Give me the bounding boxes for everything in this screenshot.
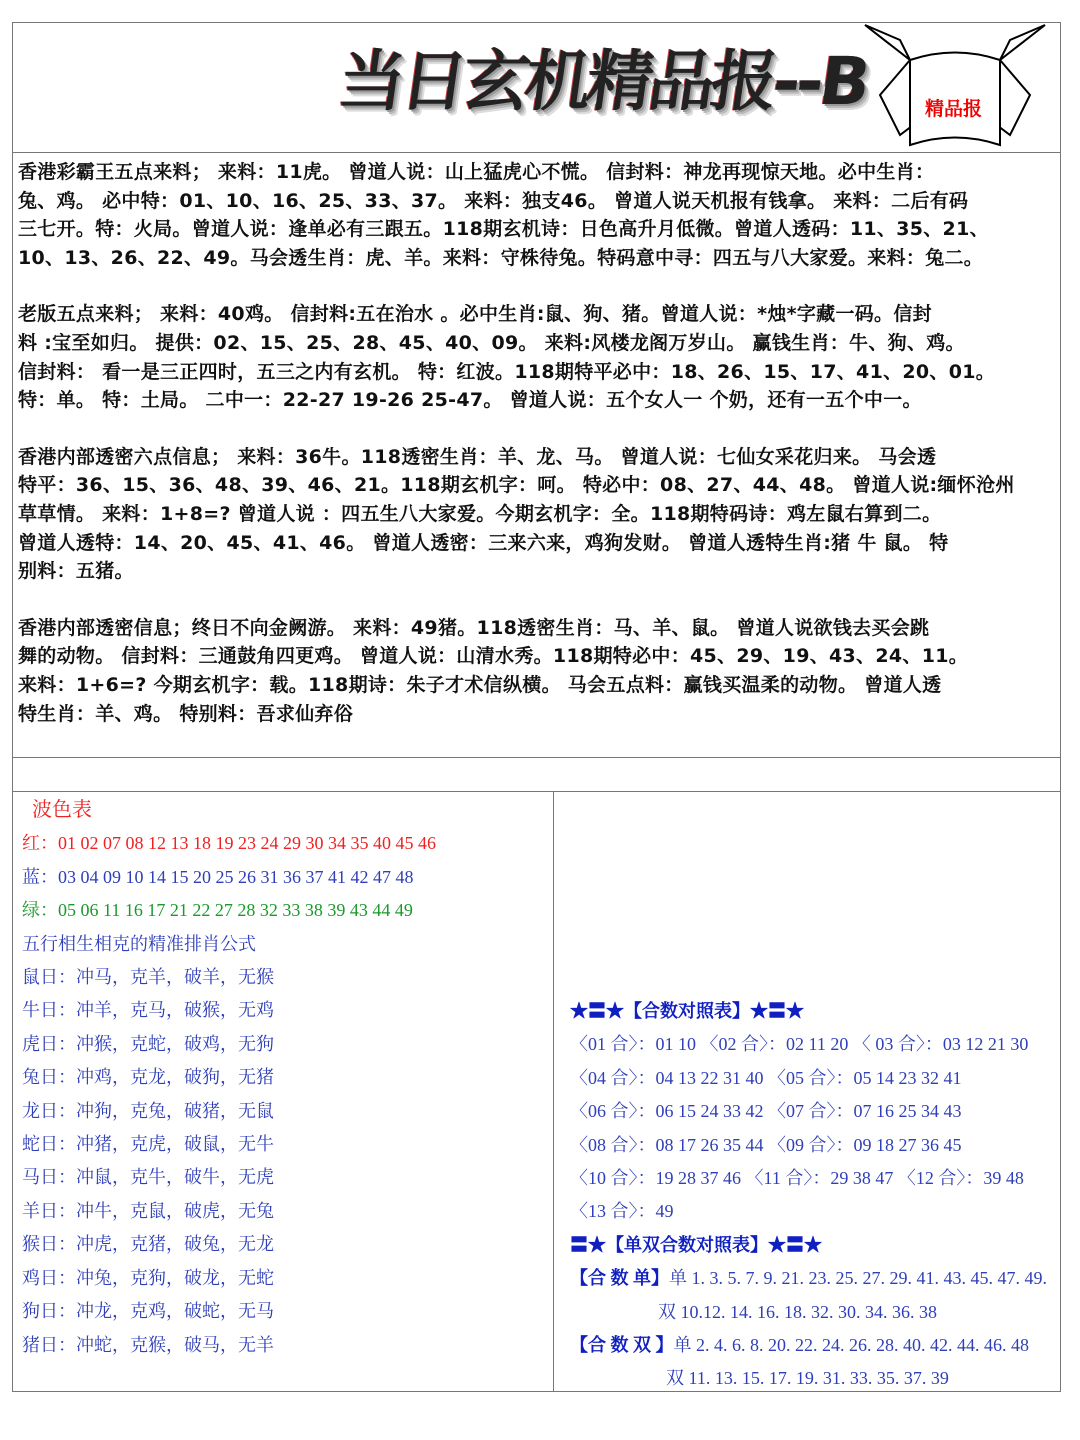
green-label: 绿： — [22, 900, 58, 921]
red-wave-row — [22, 827, 436, 860]
wuxing-row: 马日：冲鼠，克牛，破牛，无虎 — [22, 1167, 274, 1188]
heshu-row: 〈06 合〉：06 15 24 33 42 〈07 合〉：07 16 25 34 43 — [570, 1101, 962, 1122]
odd-sum-double: 双 10.12. 14. 16. 18. 32. 30. 34. 36. 38 — [658, 1301, 937, 1322]
blue-label: 蓝： — [22, 866, 58, 887]
column-divider — [553, 791, 554, 1392]
text-line: 特平：36、15、36、48、39、46、21。118期玄机字：呵。 特必中：08、27、44、48。 曾道人说:缅怀沧州 — [18, 474, 1015, 497]
text-line: 香港内部透密六点信息； 来料：36牛。118透密生肖：羊、龙、马。 曾道人说：七仙女采花归来。 马会透 — [18, 445, 937, 468]
wuxing-row: 猴日：冲虎，克猪，破兔，无龙 — [22, 1234, 274, 1255]
paragraph — [18, 443, 1058, 586]
text-line: 老版五点来料； 来料：40鸡。 信封料:五在治水 。必中生肖:鼠、狗、猪。曾道人说：*烛*字藏一码。信封 — [18, 303, 932, 326]
heshu-row: 〈13 合〉：49 — [570, 1201, 674, 1222]
wuxing-row: 羊日：冲牛，克鼠，破虎，无兔 — [22, 1200, 274, 1221]
wuxing-row: 兔日：冲鸡，克龙，破狗，无猪 — [22, 1067, 274, 1088]
text-line: 别料：五猪。 — [18, 560, 134, 583]
green-wave-row — [22, 894, 436, 927]
blue-numbers: 03 04 09 10 14 15 20 25 26 31 36 37 41 42 47 48 — [58, 866, 414, 887]
text-line: 料 :宝至如归。 提供：02、15、25、28、45、40、09。 来料:风楼龙阁万岁山。 赢钱生肖：牛、狗、鸡。 — [18, 331, 965, 354]
wuxing-row: 蛇日：冲猪，克虎，破鼠，无牛 — [22, 1134, 274, 1155]
text-line: 香港内部透密信息；终日不向金阙游。 来料：49猪。118透密生肖：马、羊、鼠。 曾道人说欲钱去买会跳 — [18, 616, 930, 639]
text-line: 兔、鸡。 必中特：01、10、16、25、33、37。 来料：独支46。 曾道人说天机报有钱拿。 来料：二后有码 — [18, 189, 969, 212]
text-line: 信封料： 看一是三正四时，五三之内有玄机。 特：红波。118期特平必中：18、26、15、17、41、20、01。 — [18, 360, 996, 383]
heshu-row: 〈01 合〉：01 10 〈02 合〉：02 11 20 〈 03 合〉：03 12 21 30 — [570, 1034, 1029, 1055]
wuxing-title: 五行相生相克的精准排肖公式 — [22, 933, 256, 954]
divider — [12, 791, 1061, 792]
wuxing-row: 鸡日：冲兔，克狗，破龙，无蛇 — [22, 1267, 274, 1288]
heshu-title: ★〓★【合数对照表】★〓★ — [570, 1001, 804, 1021]
red-label: 红： — [22, 833, 58, 854]
even-sum-double: 双 11. 13. 15. 17. 19. 31. 33. 35. 37. 39 — [666, 1368, 949, 1389]
red-numbers: 01 02 07 08 12 13 18 19 23 24 29 30 34 35 40 45 46 — [58, 833, 436, 854]
odd-sum-row — [570, 1262, 1047, 1295]
heshu-row: 〈10 合〉：19 28 37 46 〈11 合〉：29 38 47 〈12 合〉：39 48 — [570, 1168, 1024, 1189]
news-section — [18, 158, 1058, 756]
wuxing-row: 狗日：冲龙，克鸡，破蛇，无马 — [22, 1301, 274, 1322]
even-sum-row — [570, 1329, 1047, 1362]
page-title: 当日玄机精品报--B — [333, 43, 872, 120]
wuxing-row: 猪日：冲蛇，克猴，破马，无羊 — [22, 1334, 274, 1355]
banner-label: 精品报 — [925, 98, 983, 120]
text-line: 舞的动物。 信封料：三通鼓角四更鸡。 曾道人说：山清水秀。118期特必中：45、29、19、43、24、11。 — [18, 645, 969, 668]
even-sum-label: 【合 数 双 】 — [570, 1335, 674, 1356]
even-sum-single: 单 2. 4. 6. 8. 20. 22. 24. 26. 28. 40. 42. 44. 46. 48 — [673, 1335, 1029, 1356]
heshu-row: 〈04 合〉：04 13 22 31 40 〈05 合〉：05 14 23 32 41 — [570, 1067, 962, 1088]
divider — [12, 757, 1061, 758]
text-line: 来料：1+6=? 今期玄机字：载。118期诗：朱子才术信纵横。 马会五点料：赢钱买温柔的动物。 曾道人透 — [18, 673, 942, 696]
wuxing-row: 虎日：冲猴，克蛇，破鸡，无狗 — [22, 1033, 274, 1054]
text-line: 香港彩霸王五点来料； 来料：11虎。 曾道人说：山上猛虎心不慌。 信封料：神龙再现惊天地。必中生肖： — [18, 161, 935, 183]
text-line: 特：单。 特：土局。 二中一：22-27 19-26 25-47。 曾道人说：五个女人一 个奶，还有一五个中一。 — [18, 389, 922, 412]
wave-color-table — [22, 794, 436, 1362]
wave-table-title: 波色表 — [32, 799, 92, 821]
heshu-row: 〈08 合〉：08 17 26 35 44 〈09 合〉：09 18 27 36 45 — [570, 1134, 962, 1155]
wuxing-row: 鼠日：冲马，克羊，破羊，无猴 — [22, 967, 274, 988]
paragraph — [18, 158, 1058, 272]
text-line: 特生肖：羊、鸡。 特别料：吾求仙弃俗 — [18, 702, 354, 725]
odd-sum-label: 【合 数 单】 — [570, 1268, 669, 1289]
paragraph — [18, 300, 1058, 414]
banner-scroll-icon — [860, 20, 1050, 150]
wuxing-row: 龙日：冲狗，克兔，破猪，无鼠 — [22, 1100, 274, 1121]
danshuang-title: 〓★【单双合数对照表】★〓★ — [570, 1234, 822, 1255]
wuxing-row: 牛日：冲羊，克马，破猴，无鸡 — [22, 1000, 274, 1021]
odd-sum-single: 单 1. 3. 5. 7. 9. 21. 23. 25. 27. 29. 41. 43. 45. 47. 49. — [669, 1268, 1047, 1289]
heshu-table — [570, 995, 1047, 1396]
text-line: 草草情。 来料：1+8=? 曾道人说 ：四五生八大家爱。今期玄机字：全。118期特码诗：鸡左鼠右算到二。 — [18, 502, 942, 525]
text-line: 10、13、26、22、49。马会透生肖：虎、羊。来料：守株待兔。特码意中寻：四五与八大家爱。来料：兔二。 — [18, 246, 984, 269]
text-line: 曾道人透特：14、20、45、41、46。 曾道人透密：三来六来，鸡狗发财。 曾道人透特生肖:猪 牛 鼠。 特 — [18, 531, 949, 554]
paragraph — [18, 614, 1058, 728]
green-numbers: 05 06 11 16 17 21 22 27 28 32 33 38 39 43 44 49 — [58, 900, 413, 921]
text-line: 三七开。特：火局。曾道人说：逢单必有三跟五。118期玄机诗：日色高升月低微。曾道人透码：11、35、21、 — [18, 218, 989, 241]
blue-wave-row — [22, 861, 436, 894]
